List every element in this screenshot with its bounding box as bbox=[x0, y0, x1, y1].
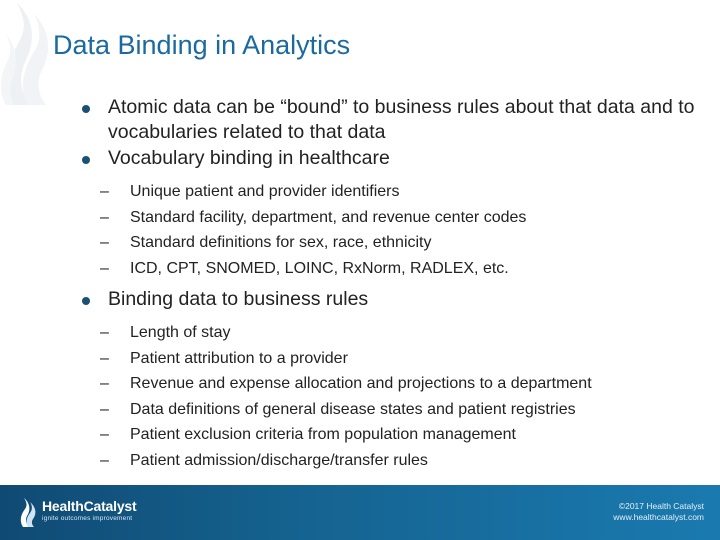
dash-marker: – bbox=[100, 183, 109, 200]
sub-list-business-rules bbox=[78, 320, 698, 473]
sub-item-text: Patient exclusion criteria from population management bbox=[130, 426, 516, 443]
sub-item-text: ICD, CPT, SNOMED, LOINC, RxNorm, RADLEX, etc. bbox=[130, 259, 509, 277]
bullet-dot bbox=[82, 297, 90, 305]
sub-item-text: Unique patient and provider identifiers bbox=[130, 183, 400, 200]
slide-title: Data Binding in Analytics bbox=[53, 30, 351, 60]
sub-item bbox=[78, 205, 698, 231]
flame-logo-icon bbox=[18, 498, 38, 528]
sub-item bbox=[78, 448, 698, 474]
bullet-item-vocabulary-binding bbox=[78, 146, 698, 281]
sub-item bbox=[78, 397, 698, 423]
dash-marker: – bbox=[100, 451, 109, 469]
sub-item-text: Length of stay bbox=[130, 324, 231, 341]
logo-name: HealthCatalyst bbox=[42, 498, 137, 514]
logo-tagline: ignite outcomes improvement bbox=[42, 515, 133, 522]
sub-item-text: Standard facility, department, and revenue center codes bbox=[130, 208, 527, 226]
website-text: www.healthcatalyst.com bbox=[613, 512, 704, 522]
dash-marker: – bbox=[100, 324, 109, 341]
sub-item bbox=[78, 230, 698, 256]
sub-item-text: Patient admission/discharge/transfer rules bbox=[130, 451, 428, 469]
sub-item bbox=[78, 256, 698, 282]
copyright-text: ©2017 Health Catalyst bbox=[618, 501, 704, 511]
copyright-block bbox=[613, 501, 704, 523]
health-catalyst-logo bbox=[18, 498, 136, 530]
sub-list-vocabulary bbox=[78, 179, 698, 281]
dash-marker: – bbox=[100, 234, 109, 251]
sub-item bbox=[78, 179, 698, 205]
sub-item-text: Revenue and expense allocation and projections to a department bbox=[130, 375, 592, 392]
flame-watermark-icon bbox=[0, 0, 60, 110]
sub-item bbox=[78, 320, 698, 346]
sub-item-text: Data definitions of general disease states and patient registries bbox=[130, 400, 576, 418]
dash-marker: – bbox=[100, 375, 109, 392]
sub-item-text: Standard definitions for sex, race, ethnicity bbox=[130, 234, 432, 251]
sub-item bbox=[78, 422, 698, 448]
sub-item bbox=[78, 346, 698, 372]
dash-marker: – bbox=[100, 208, 109, 226]
dash-marker: – bbox=[100, 259, 109, 277]
bullet-dot bbox=[82, 105, 90, 113]
footer-bar bbox=[0, 485, 720, 540]
bullet-item-atomic-data bbox=[78, 95, 698, 145]
bullet-text: Vocabulary binding in healthcare bbox=[108, 147, 390, 169]
bullet-dot bbox=[82, 156, 90, 164]
dash-marker: – bbox=[100, 426, 109, 443]
bullet-text: Binding data to business rules bbox=[108, 288, 369, 310]
sub-item-text: Patient attribution to a provider bbox=[130, 349, 348, 367]
bullet-list bbox=[78, 95, 698, 473]
sub-item bbox=[78, 371, 698, 397]
dash-marker: – bbox=[100, 349, 109, 367]
dash-marker: – bbox=[100, 400, 109, 418]
bullet-item-business-rules bbox=[78, 287, 698, 473]
bullet-text: Atomic data can be “bound” to business rules about that data and to vocabularies related to that data bbox=[108, 96, 695, 143]
